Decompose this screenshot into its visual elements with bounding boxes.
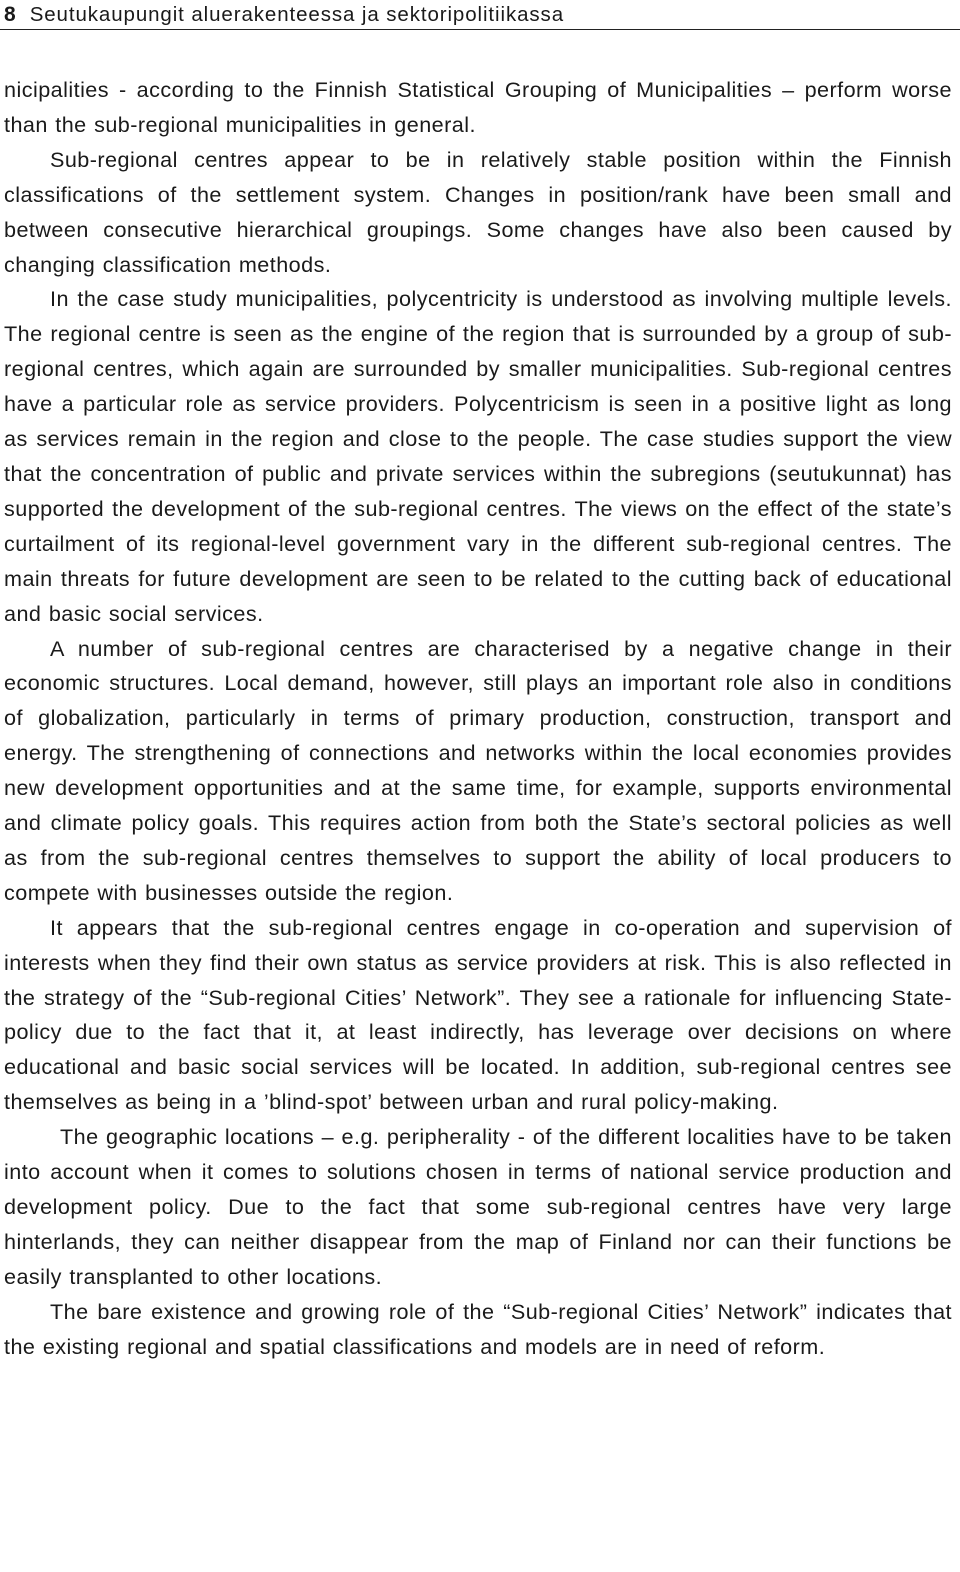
paragraph: The bare existence and growing role of the “Sub-regional Cities’ Network” indicates that the existing regional and spatial classifications and models are in need of reform. [4,1298,952,1359]
page-header [0,0,960,30]
paragraph: In the case study municipalities, polycentricity is understood as involving multiple levels. The regional centre is seen as the engine of the region that is surrounded by a group of sub-regional centres, which again are surrounded by smaller municipalities. Sub-regional centres have a particular role as service providers. Polycentricism is seen in a positive light as long as services remain in the region and close to the people. The case studies support the view that the concentration of public and private services within the subregions (seutukunnat) has supported the development of the sub-regional centres. The views on the effect of the state’s curtailment of its regional-level government vary in the different sub-regional centres. The main threats for future development are seen to be related to the cutting back of educational and basic social services. [4,286,952,626]
paragraph: The geographic locations – e.g. peripherality - of the different localities have to be taken into account when it comes to solutions chosen in terms of national service production and development policy. Due to the fact that some sub-regional centres have very large hinterlands, they can neither disappear from the map of Finland nor can their functions be easily transplanted to other locations. [4,1124,952,1289]
paragraph: nicipalities - according to the Finnish Statistical Grouping of Municipalities – perform worse than the sub-regional municipalities in general. [4,77,952,137]
page-number: 8 [4,2,16,26]
paragraph: A number of sub-regional centres are characterised by a negative change in their economic structures. Local demand, however, still plays an important role also in conditions of globalization, particularly in terms of primary production, construction, transport and energy. The strengthening of connections and networks within the local economies provides new development opportunities and at the same time, for example, supports environmental and climate policy goals. This requires action from both the State’s sectoral policies as well as from the sub-regional centres themselves to support the ability of local producers to compete with businesses outside the region. [4,635,952,905]
paragraph: It appears that the sub-regional centres engage in co-operation and supervision of interests when they find their own status as service providers at risk. This is also reflected in the strategy of the “Sub-regional Cities’ Network”. They see a rationale for influencing State-policy due to the fact that it, at least indirectly, has leverage over decisions on where educational and basic social services will be located. In addition, sub-regional centres see themselves as being in a ’blind-spot’ between urban and rural policy-making. [4,914,952,1115]
paragraph: Sub-regional centres appear to be in relatively stable position within the Finnish classifications of the settlement system. Changes in position/rank have been small and between consecutive hierarchical groupings. Some changes have also been caused by changing classification methods. [4,146,952,277]
body-text [4,73,952,1365]
running-title: Seutukaupungit aluerakenteessa ja sektoripolitiikassa [29,2,564,26]
